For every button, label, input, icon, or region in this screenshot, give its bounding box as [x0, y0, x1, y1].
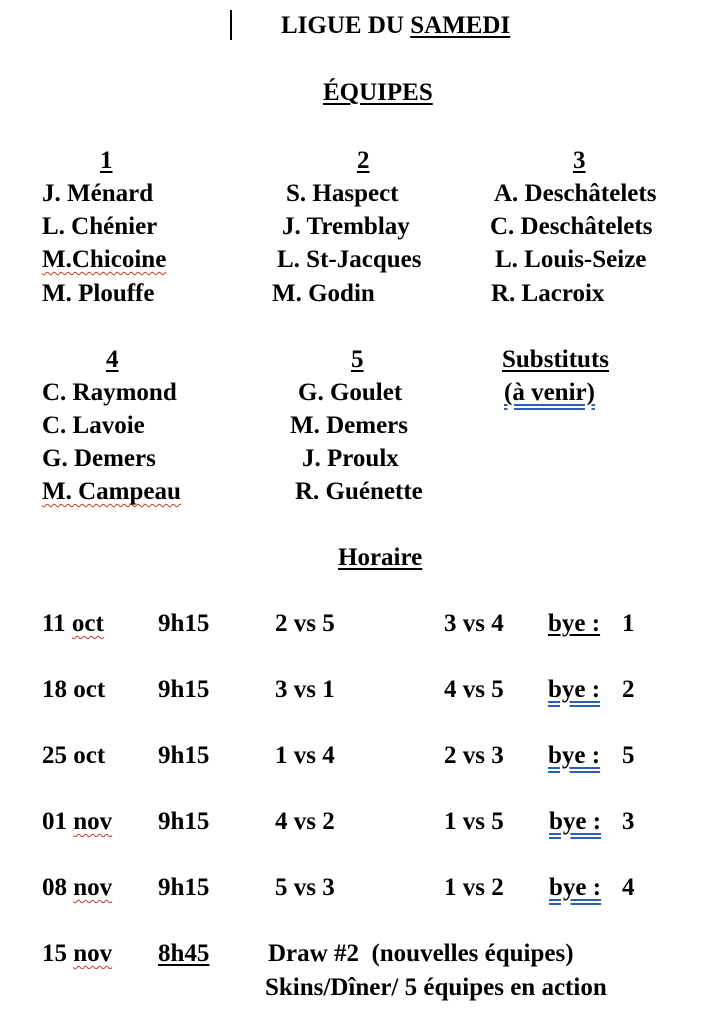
team-2-player: J. Tremblay	[282, 213, 410, 240]
schedule-game-2: 1 vs 2	[444, 874, 504, 901]
team-3-player: L. Louis-Seize	[495, 246, 647, 273]
team-5-player: G. Goulet	[298, 379, 403, 406]
team-4-player: G. Demers	[42, 445, 156, 472]
final-note-line-2: Skins/Dîner/ 5 équipes en action	[265, 974, 607, 1001]
schedule-game-1: 3 vs 1	[275, 676, 335, 703]
schedule-game-2: 4 vs 5	[444, 676, 504, 703]
title-prefix: LIGUE DU	[281, 12, 411, 39]
horaire-heading: Horaire	[338, 544, 423, 571]
bye-label: bye :	[549, 874, 602, 901]
team-4-player: C. Raymond	[42, 379, 177, 406]
team-3-player: C. Deschâtelets	[490, 213, 653, 240]
schedule-game-2: 1 vs 5	[444, 808, 504, 835]
team-4-player: C. Lavoie	[42, 412, 145, 439]
team-4-player: M. Campeau	[42, 478, 181, 505]
page-title	[281, 13, 510, 38]
team-3-player: R. Lacroix	[491, 280, 605, 307]
team-1-heading: 1	[100, 147, 113, 174]
team-5-player: J. Proulx	[302, 445, 399, 472]
substituts-value: (à venir)	[504, 379, 595, 406]
schedule-game-1: 4 vs 2	[275, 808, 335, 835]
team-2-player: S. Haspect	[286, 180, 399, 207]
schedule-date: 18 oct	[42, 676, 106, 703]
team-3-heading: 3	[573, 147, 586, 174]
bye-team: 4	[622, 874, 635, 901]
team-4-heading: 4	[106, 346, 119, 373]
team-1-player: M. Plouffe	[42, 280, 155, 307]
schedule-time: 9h15	[158, 610, 210, 637]
bye-label: bye :	[549, 808, 602, 835]
team-2-player: M. Godin	[272, 280, 375, 307]
team-5-player: M. Demers	[290, 412, 408, 439]
bye-label: bye :	[548, 610, 601, 637]
schedule-game-2: 2 vs 3	[444, 742, 504, 769]
team-3-player: A. Deschâtelets	[494, 180, 657, 207]
schedule-game-1: 5 vs 3	[275, 874, 335, 901]
schedule-date: 01 nov	[42, 808, 113, 835]
schedule-game-1: 1 vs 4	[275, 742, 335, 769]
bye-team: 2	[622, 676, 635, 703]
schedule-time: 9h15	[158, 874, 210, 901]
bye-label: bye :	[548, 676, 601, 703]
schedule-date: 15 nov	[42, 940, 113, 967]
schedule-date: 11 oct	[42, 610, 104, 637]
schedule-time: 9h15	[158, 808, 210, 835]
team-2-heading: 2	[357, 147, 370, 174]
schedule-time: 9h15	[158, 742, 210, 769]
schedule-date: 08 nov	[42, 874, 113, 901]
schedule-time: 8h45	[158, 940, 210, 967]
team-5-heading: 5	[351, 346, 364, 373]
bye-team: 1	[622, 610, 635, 637]
schedule-game-1: 2 vs 5	[275, 610, 335, 637]
team-5-player: R. Guénette	[295, 478, 423, 505]
bye-label: bye :	[548, 742, 601, 769]
bye-team: 3	[622, 808, 635, 835]
schedule-game-2: 3 vs 4	[444, 610, 504, 637]
team-1-player: M.Chicoine	[42, 246, 167, 273]
team-2-player: L. St-Jacques	[277, 246, 422, 273]
team-1-player: L. Chénier	[42, 213, 158, 240]
schedule-time: 9h15	[158, 676, 210, 703]
text-cursor	[230, 10, 232, 40]
title-emphasis: SAMEDI	[410, 12, 511, 39]
bye-team: 5	[622, 742, 635, 769]
final-note-line-1: Draw #2 (nouvelles équipes)	[268, 940, 574, 967]
schedule-date: 25 oct	[42, 742, 106, 769]
substituts-heading: Substituts	[502, 346, 609, 373]
team-1-player: J. Ménard	[42, 180, 154, 207]
equipes-heading: ÉQUIPES	[323, 79, 433, 106]
